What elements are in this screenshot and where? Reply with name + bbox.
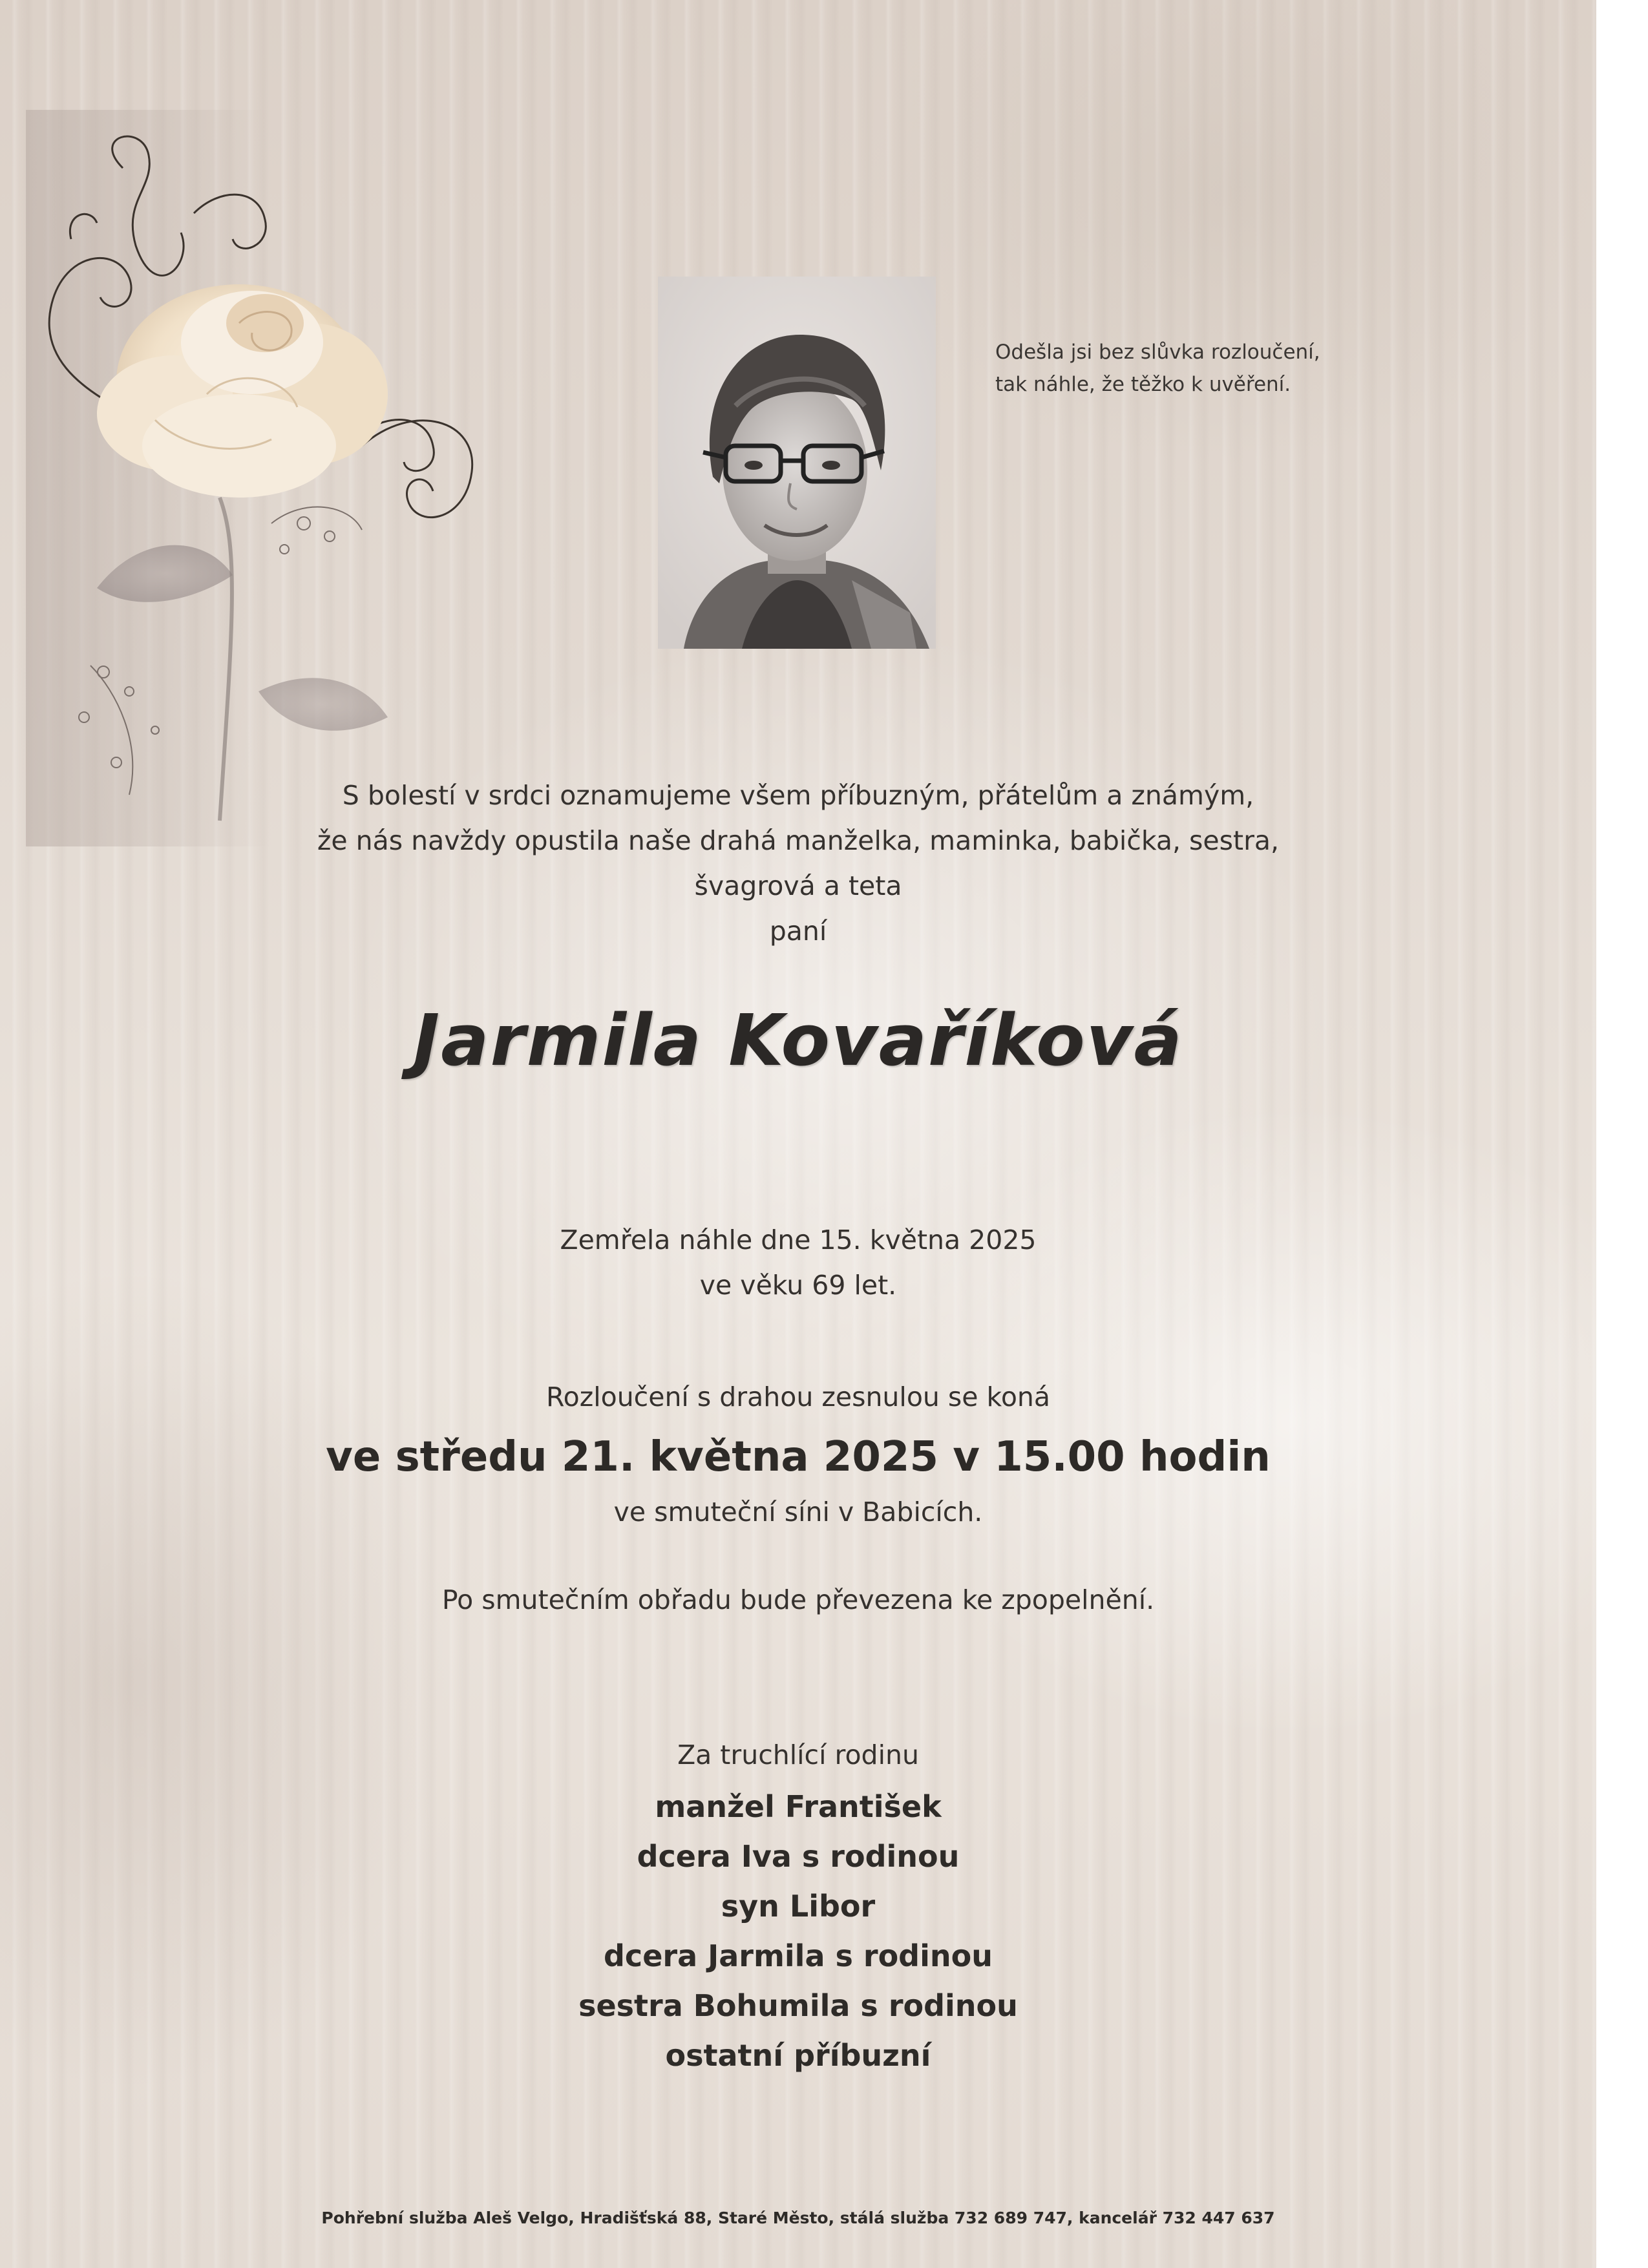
deceased-name: Jarmila Kovaříková xyxy=(413,999,1183,1082)
ceremony-intro: Rozloučení s drahou zesnulou se koná xyxy=(545,1381,1051,1412)
verse xyxy=(995,336,1448,401)
announcement-line: švagrová a teta xyxy=(694,870,902,901)
mourner: dcera Jarmila s rodinou xyxy=(604,1938,993,1973)
funeral-service-footer: Pohřební služba Aleš Velgo, Hradišťská 88, Staré Město, stálá služba 732 689 747, kancelář 732 447 637 xyxy=(321,2209,1275,2227)
announcement-line: paní xyxy=(769,916,827,947)
verse-line: Odešla jsi bez slůvka rozloučení, xyxy=(995,341,1320,364)
mourner: manžel František xyxy=(655,1789,942,1824)
mourner: sestra Bohumila s rodinou xyxy=(578,1988,1018,2023)
mourner: syn Libor xyxy=(721,1889,876,1924)
portrait-photo xyxy=(658,277,936,649)
mourner: dcera Iva s rodinou xyxy=(637,1839,960,1874)
death-info xyxy=(0,1217,1596,1308)
mourners-list xyxy=(0,1782,1596,2081)
mourners-intro: Za truchlící rodinu xyxy=(677,1739,919,1770)
death-age: ve věku 69 let. xyxy=(699,1270,897,1301)
announcement-line: že nás navždy opustila naše drahá manželka, maminka, babička, sestra, xyxy=(317,825,1280,856)
death-date: Zemřela náhle dne 15. května 2025 xyxy=(560,1224,1037,1255)
ceremony-datetime: ve středu 21. května 2025 v 15.00 hodin xyxy=(326,1433,1271,1481)
cremation-note: Po smutečním obřadu bude převezena ke zpopelnění. xyxy=(441,1584,1155,1615)
rose-icon xyxy=(26,110,517,846)
mourner: ostatní příbuzní xyxy=(665,2038,931,2073)
announcement-line: S bolestí v srdci oznamujeme všem příbuzným, přátelům a známým, xyxy=(342,780,1254,811)
announcement xyxy=(0,773,1596,954)
verse-line: tak náhle, že těžko k uvěření. xyxy=(995,373,1291,396)
scan-margin xyxy=(1596,0,1648,2268)
ceremony-place: ve smuteční síni v Babicích. xyxy=(613,1496,983,1528)
